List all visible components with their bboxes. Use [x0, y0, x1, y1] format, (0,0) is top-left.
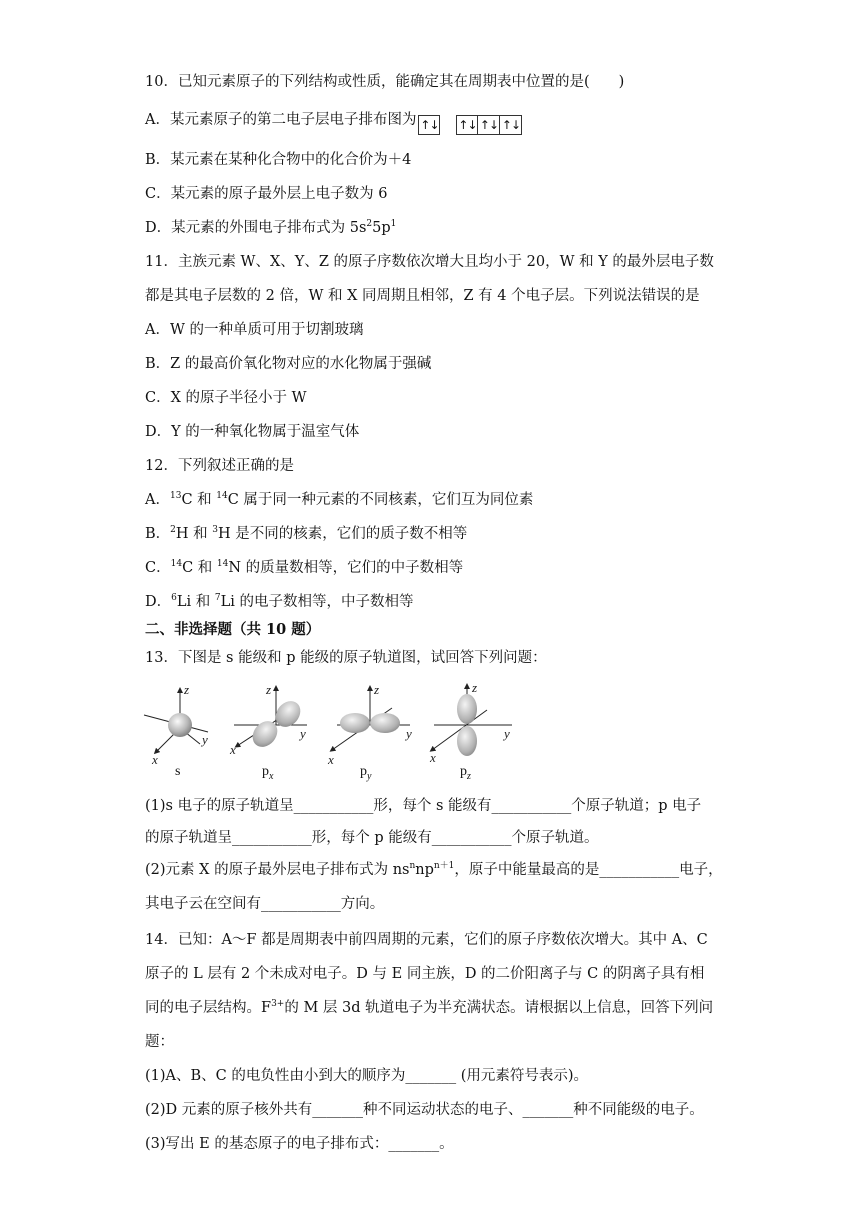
text: C 和 — [181, 492, 217, 508]
orbital-diagram-2s — [418, 115, 440, 135]
q14-line1: 14．已知：A～F 都是周期表中前四周期的元素，它们的原子序数依次增大。其中 A、C — [145, 932, 708, 948]
superscript: 3 — [212, 525, 218, 535]
q10-option-c: C．某元素的原子最外层上电子数为 6 — [145, 186, 388, 202]
q13-part2-line1 — [145, 860, 723, 880]
text: Li 和 — [176, 594, 215, 610]
superscript: 2 — [366, 219, 373, 229]
caption-text: p — [360, 764, 367, 779]
text: Li 的电子数相等，中子数相等 — [220, 594, 414, 610]
text: C 属于同一种元素的不同核素，它们互为同位素 — [227, 492, 534, 508]
text: A． — [145, 492, 170, 508]
superscript: 14 — [216, 491, 228, 501]
orbital-box: ↑↓ — [456, 115, 478, 135]
q10-d-text: D．某元素的外围电子排布式为 5s — [145, 220, 367, 236]
text: np — [415, 862, 434, 878]
svg-text:x: x — [152, 752, 158, 767]
text: H 和 — [175, 526, 213, 542]
orbital-caption-s — [175, 764, 180, 780]
orbital-box: ↑↓ — [418, 115, 440, 135]
q12-option-d — [145, 592, 413, 612]
caption-text: s — [175, 764, 181, 779]
q13-part2-line2: 其电子云在空间有___________方向。 — [145, 896, 385, 912]
orbital-box: ↑↓ — [500, 115, 522, 135]
subscript: x — [269, 770, 274, 782]
superscript: n — [409, 861, 416, 871]
svg-text:y: y — [504, 726, 510, 741]
q14-part3: (3)写出 E 的基态原子的电子排布式：_______。 — [145, 1136, 454, 1152]
q12-option-a — [145, 490, 533, 510]
text: N 的质量数相等，它们的中子数相等 — [228, 560, 464, 576]
superscript: 6 — [171, 593, 177, 603]
text: C 和 — [182, 560, 217, 576]
q10-option-a-text: A．某元素原子的第二电子层电子排布图为 — [145, 112, 417, 128]
py-orbital — [327, 682, 412, 767]
svg-text:x: x — [230, 742, 236, 757]
superscript: 3+ — [271, 999, 285, 1009]
superscript: n＋1 — [433, 861, 455, 871]
q10-option-b: B．某元素在某种化合物中的化合价为＋4 — [145, 152, 412, 168]
q14-line2: 原子的 L 层有 2 个未成对电子。D 与 E 同主族，D 的二价阳离子与 C 的阴离子具有相 — [145, 966, 705, 982]
svg-text:x: x — [328, 752, 334, 767]
text: B． — [145, 526, 171, 542]
subscript: z — [467, 770, 471, 782]
subscript: y — [367, 770, 372, 782]
orbital-diagram-2p — [456, 115, 522, 135]
orbital-caption-pz — [460, 764, 471, 782]
q13-part1-line2: 的原子轨道呈___________形，每个 p 能级有___________个原子轨道。 — [145, 830, 599, 846]
q13-stem: 13．下图是 s 能级和 p 能级的原子轨道图，试回答下列问题： — [145, 650, 547, 666]
q14-line4: 题： — [145, 1034, 174, 1050]
svg-text:y: y — [300, 726, 306, 741]
q12-option-b — [145, 524, 467, 544]
q11-stem-line2: 都是其电子层数的 2 倍，W 和 X 同周期且相邻，Z 有 4 个电子层。下列说法错误的是 — [145, 288, 700, 304]
pz-orbital — [429, 680, 512, 765]
superscript: 14 — [170, 559, 183, 569]
orbital-caption-py — [360, 764, 371, 782]
text: 同的电子层结构。F — [145, 1000, 272, 1016]
superscript: 13 — [169, 491, 182, 501]
superscript: 2 — [170, 525, 176, 535]
q14-part1: (1)A、B、C 的电负性由小到大的顺序为_______ (用元素符号表示)。 — [145, 1068, 589, 1084]
superscript: 1 — [390, 219, 397, 229]
q12-stem: 12．下列叙述正确的是 — [145, 458, 294, 474]
svg-text:y: y — [406, 726, 412, 741]
q11-option-b: B．Z 的最高价氧化物对应的水化物属于强碱 — [145, 356, 432, 372]
q11-option-c: C．X 的原子半径小于 W — [145, 390, 307, 406]
q11-stem-line1: 11．主族元素 W、X、Y、Z 的原子序数依次增大且均小于 20，W 和 Y 的最外层电子数 — [145, 254, 714, 270]
text: C． — [145, 560, 171, 576]
q14-part2: (2)D 元素的原子核外共有_______种不同运动状态的电子、_______种不同能级的电子。 — [145, 1102, 704, 1118]
q10-d-text: 5p — [372, 220, 391, 236]
section-heading: 二、非选择题（共 10 题） — [145, 621, 321, 638]
svg-text:z: z — [266, 682, 272, 697]
q11-option-a: A．W 的一种单质可用于切割玻璃 — [145, 322, 364, 338]
q13-part1-line1: (1)s 电子的原子轨道呈___________形，每个 s 能级有___________个原子轨道；p 电子 — [145, 798, 702, 814]
text: ，原子中能量最高的是___________电子， — [454, 862, 723, 878]
svg-text:z: z — [374, 682, 380, 697]
text: (2)元素 X 的原子最外层电子排布式为 ns — [145, 862, 410, 878]
q14-line3 — [145, 998, 713, 1018]
px-orbital — [229, 682, 307, 757]
svg-text:x: x — [430, 750, 436, 765]
svg-text:y: y — [202, 732, 208, 747]
text: D． — [145, 594, 172, 610]
orbital-box: ↑↓ — [478, 115, 500, 135]
q10-stem: 10．已知元素原子的下列结构或性质，能确定其在周期表中位置的是( ) — [145, 74, 625, 90]
text: 的 M 层 3d 轨道电子为半充满状态。请根据以上信息，回答下列问 — [284, 1000, 714, 1016]
q10-option-a — [145, 110, 522, 135]
q10-option-d — [145, 218, 396, 238]
orbital-caption-px — [262, 764, 273, 782]
q11-option-d: D．Y 的一种氧化物属于温室气体 — [145, 424, 360, 440]
svg-text:z: z — [472, 680, 478, 695]
s-orbital — [144, 682, 208, 767]
caption-text: p — [460, 764, 467, 779]
caption-text: p — [262, 764, 269, 779]
svg-text:z: z — [184, 682, 190, 697]
superscript: 14 — [216, 559, 229, 569]
q12-option-c — [145, 558, 463, 578]
superscript: 7 — [214, 593, 221, 603]
text: H 是不同的核素，它们的质子数不相等 — [218, 526, 468, 542]
